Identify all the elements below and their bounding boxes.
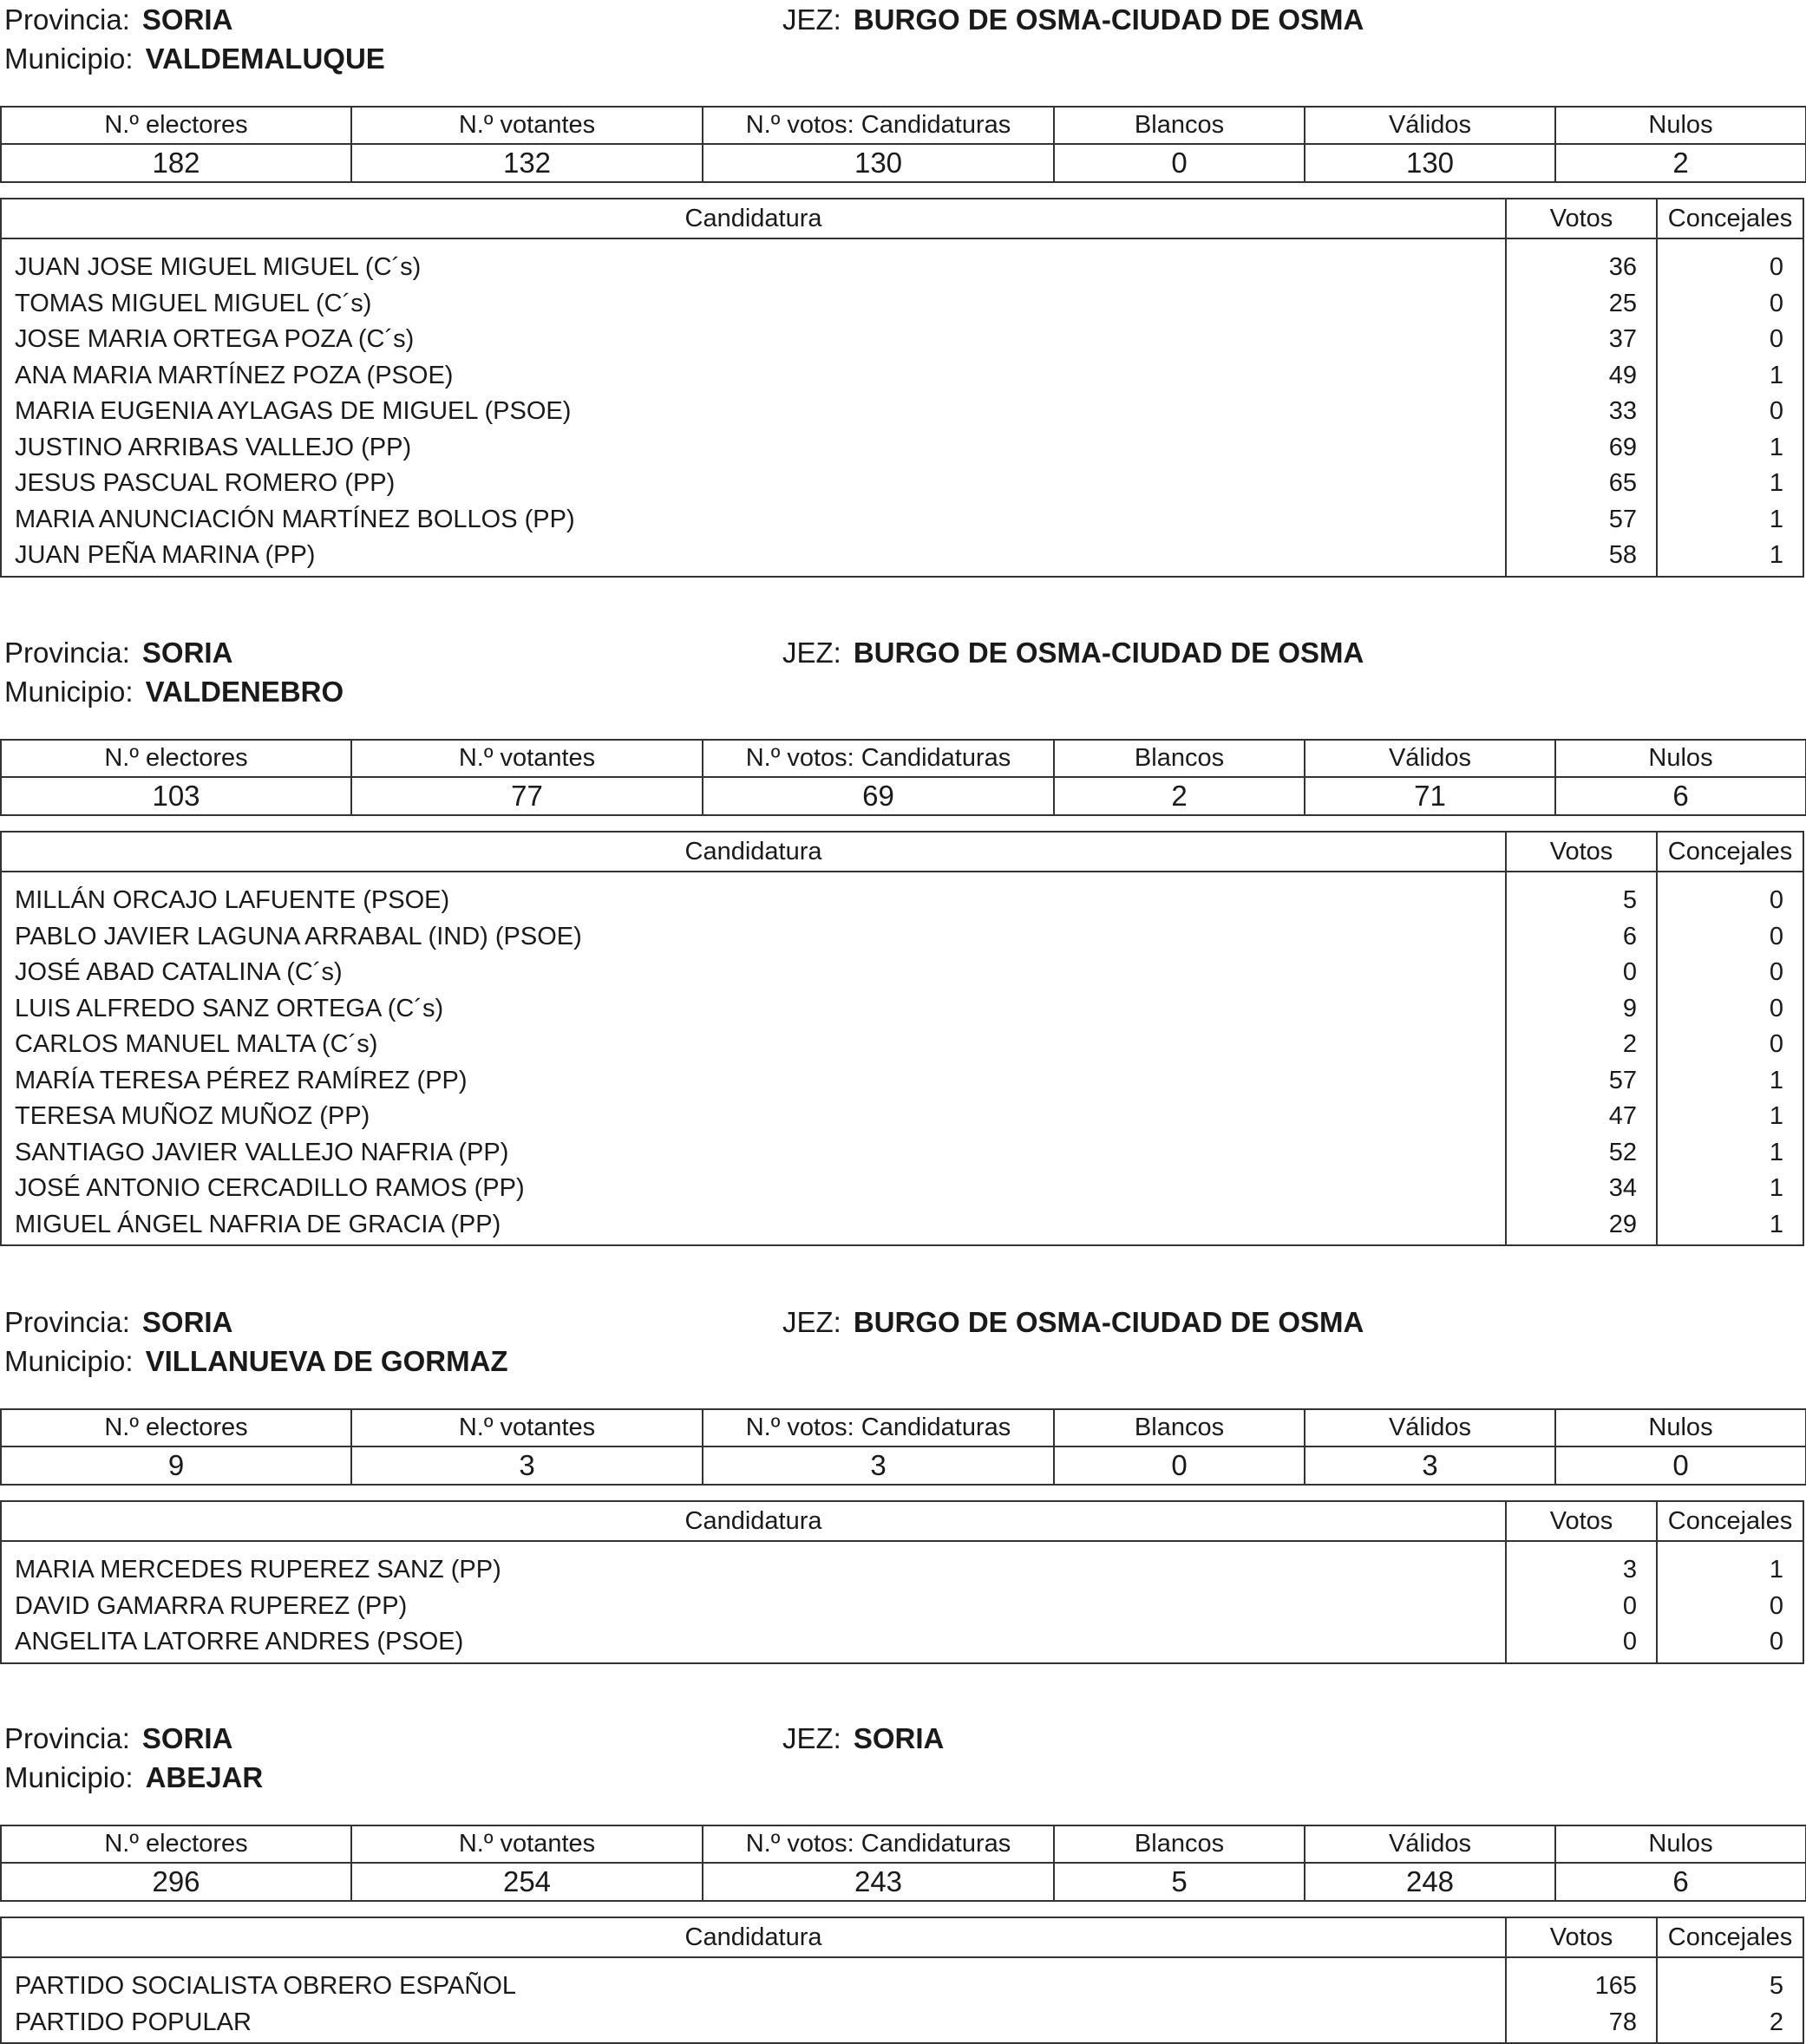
- summary-header-validos: Válidos: [1305, 1409, 1555, 1446]
- summary-value-validos: 130: [1305, 144, 1555, 182]
- summary-header-votantes: N.º votantes: [351, 1825, 703, 1863]
- candidate-concejales: 0: [1769, 289, 1783, 317]
- candidate-votes: 5: [1622, 886, 1637, 914]
- provincia-label: Provincia:: [4, 1722, 130, 1754]
- provincia-value: SORIA: [141, 1722, 233, 1754]
- summary-header-votantes: N.º votantes: [351, 107, 703, 144]
- summary-header-blancos: Blancos: [1054, 740, 1305, 777]
- candidate-name: TERESA MUÑOZ MUÑOZ (PP): [15, 1102, 370, 1130]
- candidates-table: [0, 831, 1804, 1246]
- municipio-value: VALDENEBRO: [145, 676, 344, 708]
- provincia-label: Provincia:: [4, 637, 130, 669]
- header-votos: Votos: [1505, 833, 1656, 871]
- candidate-concejales: 5: [1769, 1972, 1783, 2000]
- summary-header-votantes: N.º votantes: [351, 1409, 703, 1446]
- jez-value: BURGO DE OSMA-CIUDAD DE OSMA: [853, 3, 1364, 36]
- candidate-concejales: 0: [1769, 994, 1783, 1022]
- summary-value-nulos: 6: [1555, 777, 1806, 815]
- summary-header-votos-candidaturas: N.º votos: Candidaturas: [703, 107, 1054, 144]
- summary-header-nulos: Nulos: [1555, 107, 1806, 144]
- summary-header-validos: Válidos: [1305, 740, 1555, 777]
- vote-summary-table: [0, 106, 1806, 183]
- municipio-label: Municipio:: [4, 1345, 134, 1377]
- candidate-name: TOMAS MIGUEL MIGUEL (C´s): [15, 289, 372, 317]
- summary-header-blancos: Blancos: [1054, 1409, 1305, 1446]
- candidate-concejales: 1: [1769, 1556, 1783, 1584]
- candidate-concejales: 1: [1769, 1210, 1783, 1238]
- candidate-name: PARTIDO SOCIALISTA OBRERO ESPAÑOL: [15, 1972, 517, 2000]
- summary-header-validos: Válidos: [1305, 107, 1555, 144]
- candidate-concejales: 0: [1769, 1030, 1783, 1058]
- summary-value-blancos: 0: [1054, 1446, 1305, 1485]
- candidate-name: JOSÉ ANTONIO CERCADILLO RAMOS (PP): [15, 1174, 525, 1202]
- vote-summary-table: [0, 1408, 1806, 1486]
- header-concejales: Concejales: [1656, 1502, 1803, 1540]
- candidates-table: [0, 1917, 1804, 2044]
- summary-header-electores: N.º electores: [1, 1409, 351, 1446]
- municipio-label: Municipio:: [4, 42, 134, 75]
- municipio-label: Municipio:: [4, 1761, 134, 1793]
- candidate-name: ANA MARIA MARTÍNEZ POZA (PSOE): [15, 361, 454, 389]
- candidate-votes: 3: [1622, 1556, 1637, 1584]
- candidate-votes: 29: [1608, 1210, 1637, 1238]
- summary-header-validos: Válidos: [1305, 1825, 1555, 1863]
- jez-line: [782, 1719, 944, 1759]
- header-concejales: Concejales: [1656, 199, 1803, 238]
- candidates-header-row: [2, 199, 1803, 239]
- candidate-name: JOSE MARIA ORTEGA POZA (C´s): [15, 325, 415, 353]
- jez-value: BURGO DE OSMA-CIUDAD DE OSMA: [853, 1306, 1364, 1338]
- summary-value-electores: 103: [1, 777, 351, 815]
- candidate-votes: 52: [1608, 1138, 1637, 1166]
- header-candidatura: Candidatura: [684, 1507, 822, 1535]
- candidate-votes: 78: [1608, 2008, 1637, 2036]
- municipio-line: [4, 672, 344, 712]
- candidate-name: JESUS PASCUAL ROMERO (PP): [15, 469, 396, 497]
- summary-value-votantes: 132: [351, 144, 703, 182]
- candidate-votes: 9: [1622, 994, 1637, 1022]
- summary-value-votos-candidaturas: 69: [703, 777, 1054, 815]
- candidate-votes: 49: [1608, 361, 1637, 389]
- candidate-votes: 25: [1608, 289, 1637, 317]
- summary-header-electores: N.º electores: [1, 1825, 351, 1863]
- candidate-votes: 37: [1608, 325, 1637, 353]
- jez-line: [782, 1303, 1364, 1342]
- candidate-name: MILLÁN ORCAJO LAFUENTE (PSOE): [15, 886, 450, 914]
- summary-value-blancos: 0: [1054, 144, 1305, 182]
- municipio-value: ABEJAR: [145, 1761, 264, 1793]
- summary-value-votos-candidaturas: 3: [703, 1446, 1054, 1485]
- candidate-concejales: 1: [1769, 505, 1783, 533]
- candidates-header-row: [2, 1502, 1803, 1542]
- candidate-name: ANGELITA LATORRE ANDRES (PSOE): [15, 1628, 464, 1655]
- summary-header-electores: N.º electores: [1, 740, 351, 777]
- candidate-concejales: 2: [1769, 2008, 1783, 2036]
- header-votos: Votos: [1505, 199, 1656, 238]
- summary-value-electores: 182: [1, 144, 351, 182]
- candidate-votes: 0: [1622, 1591, 1637, 1620]
- summary-value-votos-candidaturas: 130: [703, 144, 1054, 182]
- header-candidatura: Candidatura: [684, 1923, 822, 1951]
- jez-label: JEZ:: [782, 3, 841, 36]
- candidate-concejales: 0: [1769, 1591, 1783, 1620]
- jez-label: JEZ:: [782, 637, 841, 669]
- vote-summary-table: [0, 739, 1806, 816]
- jez-label: JEZ:: [782, 1306, 841, 1338]
- summary-header-blancos: Blancos: [1054, 1825, 1305, 1863]
- summary-header-electores: N.º electores: [1, 107, 351, 144]
- candidate-concejales: 1: [1769, 433, 1783, 461]
- candidate-name: CARLOS MANUEL MALTA (C´s): [15, 1030, 378, 1058]
- municipio-line: [4, 1758, 263, 1798]
- summary-value-blancos: 5: [1054, 1863, 1305, 1901]
- candidates-table: [0, 1500, 1804, 1664]
- summary-value-validos: 248: [1305, 1863, 1555, 1901]
- summary-header-votos-candidaturas: N.º votos: Candidaturas: [703, 1409, 1054, 1446]
- candidate-concejales: 1: [1769, 361, 1783, 389]
- provincia-value: SORIA: [141, 1306, 233, 1338]
- jez-value: BURGO DE OSMA-CIUDAD DE OSMA: [853, 637, 1364, 669]
- candidates-table: [0, 198, 1804, 578]
- candidate-name: LUIS ALFREDO SANZ ORTEGA (C´s): [15, 994, 444, 1022]
- candidate-votes: 36: [1608, 253, 1637, 281]
- municipio-line: [4, 1342, 508, 1381]
- candidate-name: SANTIAGO JAVIER VALLEJO NAFRIA (PP): [15, 1138, 509, 1166]
- municipio-label: Municipio:: [4, 676, 134, 708]
- summary-header-votantes: N.º votantes: [351, 740, 703, 777]
- jez-line: [782, 0, 1364, 40]
- candidate-concejales: 0: [1769, 1628, 1783, 1655]
- provincia-line: [4, 1303, 232, 1342]
- summary-value-electores: 296: [1, 1863, 351, 1901]
- header-votos: Votos: [1505, 1502, 1656, 1540]
- jez-line: [782, 633, 1364, 673]
- candidate-votes: 34: [1608, 1174, 1637, 1202]
- candidate-votes: 2: [1622, 1030, 1637, 1058]
- candidate-concejales: 0: [1769, 958, 1783, 986]
- candidate-concejales: 1: [1769, 1066, 1783, 1094]
- provincia-label: Provincia:: [4, 1306, 130, 1338]
- summary-value-votantes: 77: [351, 777, 703, 815]
- candidate-concejales: 0: [1769, 397, 1783, 425]
- municipio-value: VILLANUEVA DE GORMAZ: [145, 1345, 508, 1377]
- header-concejales: Concejales: [1656, 1918, 1803, 1956]
- provincia-value: SORIA: [141, 637, 233, 669]
- candidate-name: PARTIDO POPULAR: [15, 2008, 252, 2036]
- candidate-votes: 57: [1608, 1066, 1637, 1094]
- candidate-name: JUAN PEÑA MARINA (PP): [15, 541, 316, 569]
- candidate-name: JUSTINO ARRIBAS VALLEJO (PP): [15, 433, 412, 461]
- candidate-votes: 57: [1608, 505, 1637, 533]
- candidate-name: JUAN JOSE MIGUEL MIGUEL (C´s): [15, 253, 422, 281]
- candidates-header-row: [2, 1918, 1803, 1958]
- summary-value-votantes: 3: [351, 1446, 703, 1485]
- candidate-name: MARIA ANUNCIACIÓN MARTÍNEZ BOLLOS (PP): [15, 505, 575, 533]
- header-votos: Votos: [1505, 1918, 1656, 1956]
- candidate-concejales: 1: [1769, 1102, 1783, 1130]
- header-candidatura: Candidatura: [684, 838, 822, 865]
- candidate-concejales: 1: [1769, 541, 1783, 569]
- summary-value-votantes: 254: [351, 1863, 703, 1901]
- summary-header-nulos: Nulos: [1555, 740, 1806, 777]
- summary-header-votos-candidaturas: N.º votos: Candidaturas: [703, 740, 1054, 777]
- provincia-value: SORIA: [141, 3, 233, 36]
- provincia-label: Provincia:: [4, 3, 130, 36]
- candidate-concejales: 0: [1769, 253, 1783, 281]
- summary-value-nulos: 0: [1555, 1446, 1806, 1485]
- candidate-votes: 0: [1622, 1628, 1637, 1655]
- candidates-header-row: [2, 833, 1803, 872]
- header-concejales: Concejales: [1656, 833, 1803, 871]
- provincia-line: [4, 633, 232, 673]
- candidate-concejales: 0: [1769, 922, 1783, 950]
- candidate-votes: 33: [1608, 397, 1637, 425]
- candidate-name: PABLO JAVIER LAGUNA ARRABAL (IND) (PSOE): [15, 922, 582, 950]
- candidate-name: MARÍA TERESA PÉREZ RAMÍREZ (PP): [15, 1066, 468, 1094]
- candidate-concejales: 1: [1769, 469, 1783, 497]
- provincia-line: [4, 1719, 232, 1759]
- summary-header-blancos: Blancos: [1054, 107, 1305, 144]
- summary-value-nulos: 6: [1555, 1863, 1806, 1901]
- summary-header-nulos: Nulos: [1555, 1825, 1806, 1863]
- candidate-votes: 6: [1622, 922, 1637, 950]
- candidate-name: DAVID GAMARRA RUPEREZ (PP): [15, 1591, 408, 1620]
- candidate-votes: 58: [1608, 541, 1637, 569]
- provincia-line: [4, 0, 232, 40]
- vote-summary-table: [0, 1825, 1806, 1902]
- candidate-name: MARIA EUGENIA AYLAGAS DE MIGUEL (PSOE): [15, 397, 572, 425]
- candidate-votes: 165: [1594, 1972, 1637, 2000]
- candidate-concejales: 1: [1769, 1174, 1783, 1202]
- candidate-votes: 69: [1608, 433, 1637, 461]
- municipio-line: [4, 39, 385, 79]
- jez-label: JEZ:: [782, 1722, 841, 1754]
- summary-value-validos: 71: [1305, 777, 1555, 815]
- summary-value-nulos: 2: [1555, 144, 1806, 182]
- candidate-name: MIGUEL ÁNGEL NAFRIA DE GRACIA (PP): [15, 1210, 501, 1238]
- summary-value-validos: 3: [1305, 1446, 1555, 1485]
- candidate-concejales: 0: [1769, 325, 1783, 353]
- candidate-concejales: 1: [1769, 1138, 1783, 1166]
- candidate-name: JOSÉ ABAD CATALINA (C´s): [15, 958, 343, 986]
- candidate-name: MARIA MERCEDES RUPEREZ SANZ (PP): [15, 1556, 501, 1584]
- jez-value: SORIA: [853, 1722, 945, 1754]
- candidate-votes: 65: [1608, 469, 1637, 497]
- candidate-votes: 47: [1608, 1102, 1637, 1130]
- summary-value-blancos: 2: [1054, 777, 1305, 815]
- municipio-value: VALDEMALUQUE: [145, 42, 385, 75]
- header-candidatura: Candidatura: [684, 205, 822, 232]
- summary-header-votos-candidaturas: N.º votos: Candidaturas: [703, 1825, 1054, 1863]
- candidate-concejales: 0: [1769, 886, 1783, 914]
- summary-value-electores: 9: [1, 1446, 351, 1485]
- summary-header-nulos: Nulos: [1555, 1409, 1806, 1446]
- candidate-votes: 0: [1622, 958, 1637, 986]
- summary-value-votos-candidaturas: 243: [703, 1863, 1054, 1901]
